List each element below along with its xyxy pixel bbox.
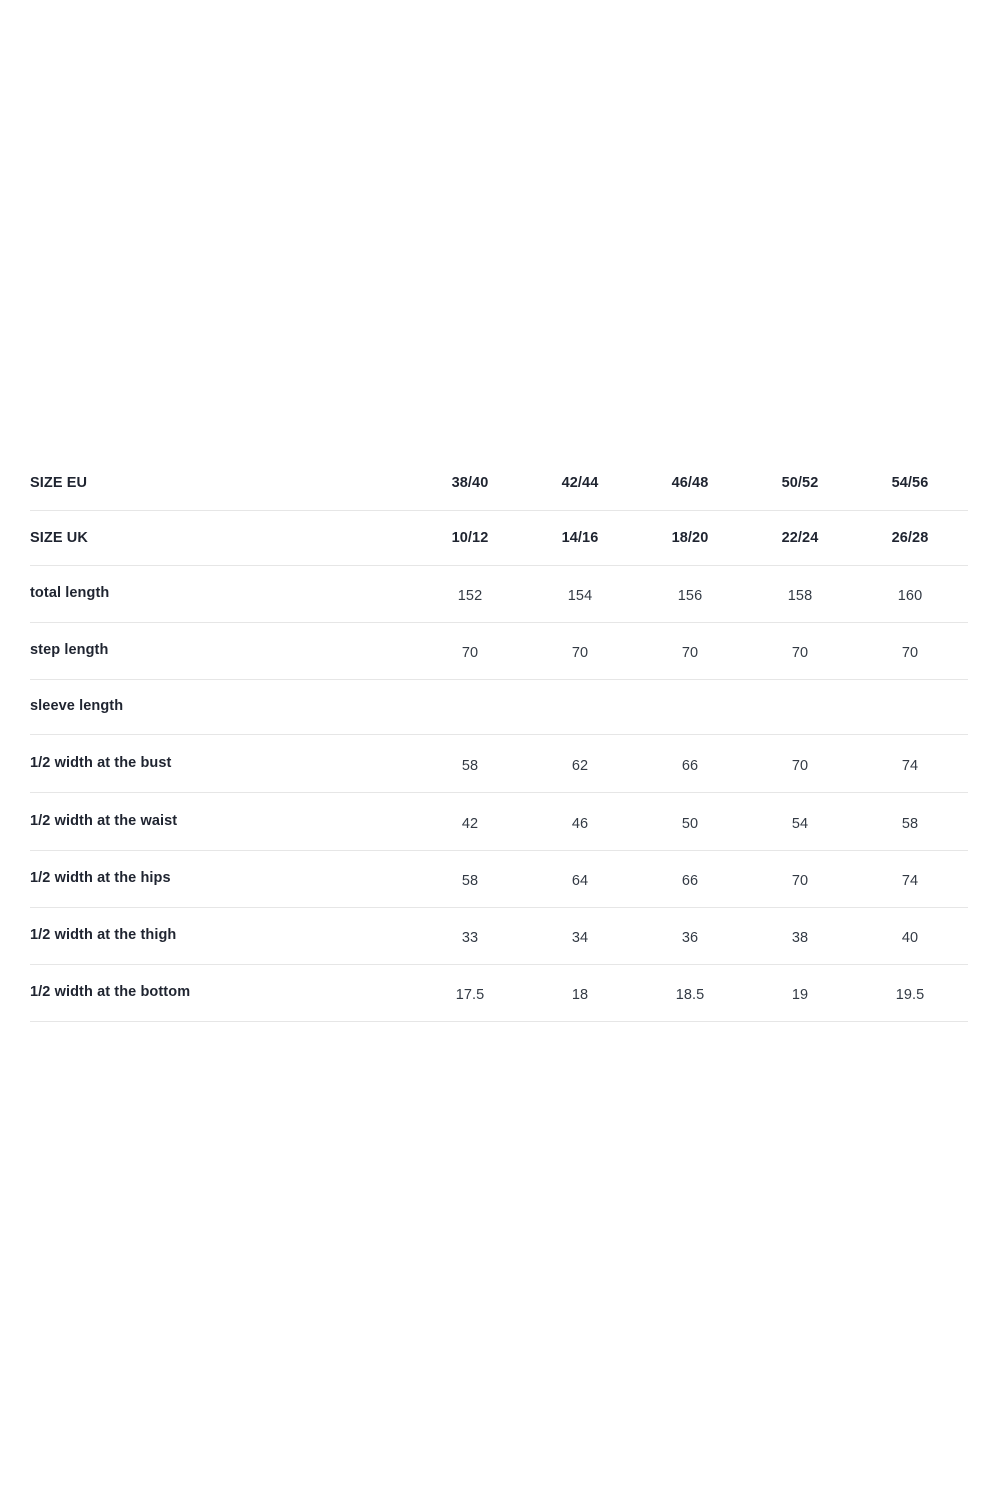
table-cell <box>745 680 855 734</box>
table-row <box>30 793 968 851</box>
table-row <box>30 908 968 965</box>
row-label: 1/2 width at the hips <box>30 870 171 886</box>
table-cell: 19.5 <box>895 987 925 1003</box>
row-label: 1/2 width at the bottom <box>30 984 191 1000</box>
table-cell <box>855 680 965 734</box>
row-label: 1/2 width at the bust <box>30 754 172 771</box>
table-cell <box>415 680 525 734</box>
table-cell: 38 <box>791 930 809 946</box>
table-row <box>30 680 968 735</box>
table-row <box>30 735 968 793</box>
header-cell: 26/28 <box>891 530 929 546</box>
table-cell: 58 <box>461 757 479 774</box>
row-label: sleeve length <box>30 698 124 714</box>
header-cell: 14/16 <box>561 530 599 546</box>
header-cell: 38/40 <box>451 475 489 491</box>
table-cell: 36 <box>681 930 699 946</box>
table-cell: 18 <box>571 987 589 1003</box>
size-chart-table <box>30 456 968 1022</box>
table-cell: 70 <box>791 873 809 889</box>
table-cell: 66 <box>681 757 699 774</box>
header-cell: 46/48 <box>671 475 709 491</box>
table-cell: 66 <box>681 873 699 889</box>
table-cell: 74 <box>901 873 919 889</box>
row-label: SIZE EU <box>30 475 88 491</box>
header-cell: 18/20 <box>671 530 709 546</box>
row-label: 1/2 width at the waist <box>30 812 178 829</box>
table-cell: 152 <box>457 588 483 604</box>
table-cell: 18.5 <box>675 987 705 1003</box>
header-cell: 10/12 <box>451 530 489 546</box>
table-row <box>30 965 968 1022</box>
table-row <box>30 566 968 623</box>
table-cell: 19 <box>791 987 809 1003</box>
table-cell: 40 <box>901 930 919 946</box>
header-row-size-uk <box>30 511 968 566</box>
header-cell: 42/44 <box>561 475 599 491</box>
table-cell: 50 <box>681 815 699 832</box>
table-row <box>30 623 968 680</box>
row-label: SIZE UK <box>30 530 88 546</box>
table-cell <box>525 680 635 734</box>
row-label: 1/2 width at the thigh <box>30 927 177 943</box>
table-cell: 70 <box>461 645 479 661</box>
table-cell: 58 <box>901 815 919 832</box>
table-cell: 17.5 <box>455 987 485 1003</box>
table-cell: 33 <box>461 930 479 946</box>
header-row-size-eu <box>30 456 968 511</box>
header-cell: 22/24 <box>781 530 819 546</box>
table-cell: 34 <box>571 930 589 946</box>
table-cell: 156 <box>677 588 703 604</box>
table-cell: 54 <box>791 815 809 832</box>
table-cell: 42 <box>461 815 479 832</box>
table-cell: 160 <box>897 588 923 604</box>
table-cell: 64 <box>571 873 589 889</box>
header-cell: 50/52 <box>781 475 819 491</box>
table-cell <box>635 680 745 734</box>
row-label: total length <box>30 585 110 601</box>
row-label: step length <box>30 642 109 658</box>
table-cell: 158 <box>787 588 813 604</box>
table-cell: 70 <box>571 645 589 661</box>
table-cell: 62 <box>571 757 589 774</box>
table-row <box>30 851 968 908</box>
table-cell: 58 <box>461 873 479 889</box>
table-cell: 154 <box>567 588 593 604</box>
table-cell: 74 <box>901 757 919 774</box>
table-cell: 70 <box>681 645 699 661</box>
table-cell: 46 <box>571 815 589 832</box>
table-cell: 70 <box>791 757 809 774</box>
header-cell: 54/56 <box>891 475 929 491</box>
table-cell: 70 <box>901 645 919 661</box>
table-cell: 70 <box>791 645 809 661</box>
